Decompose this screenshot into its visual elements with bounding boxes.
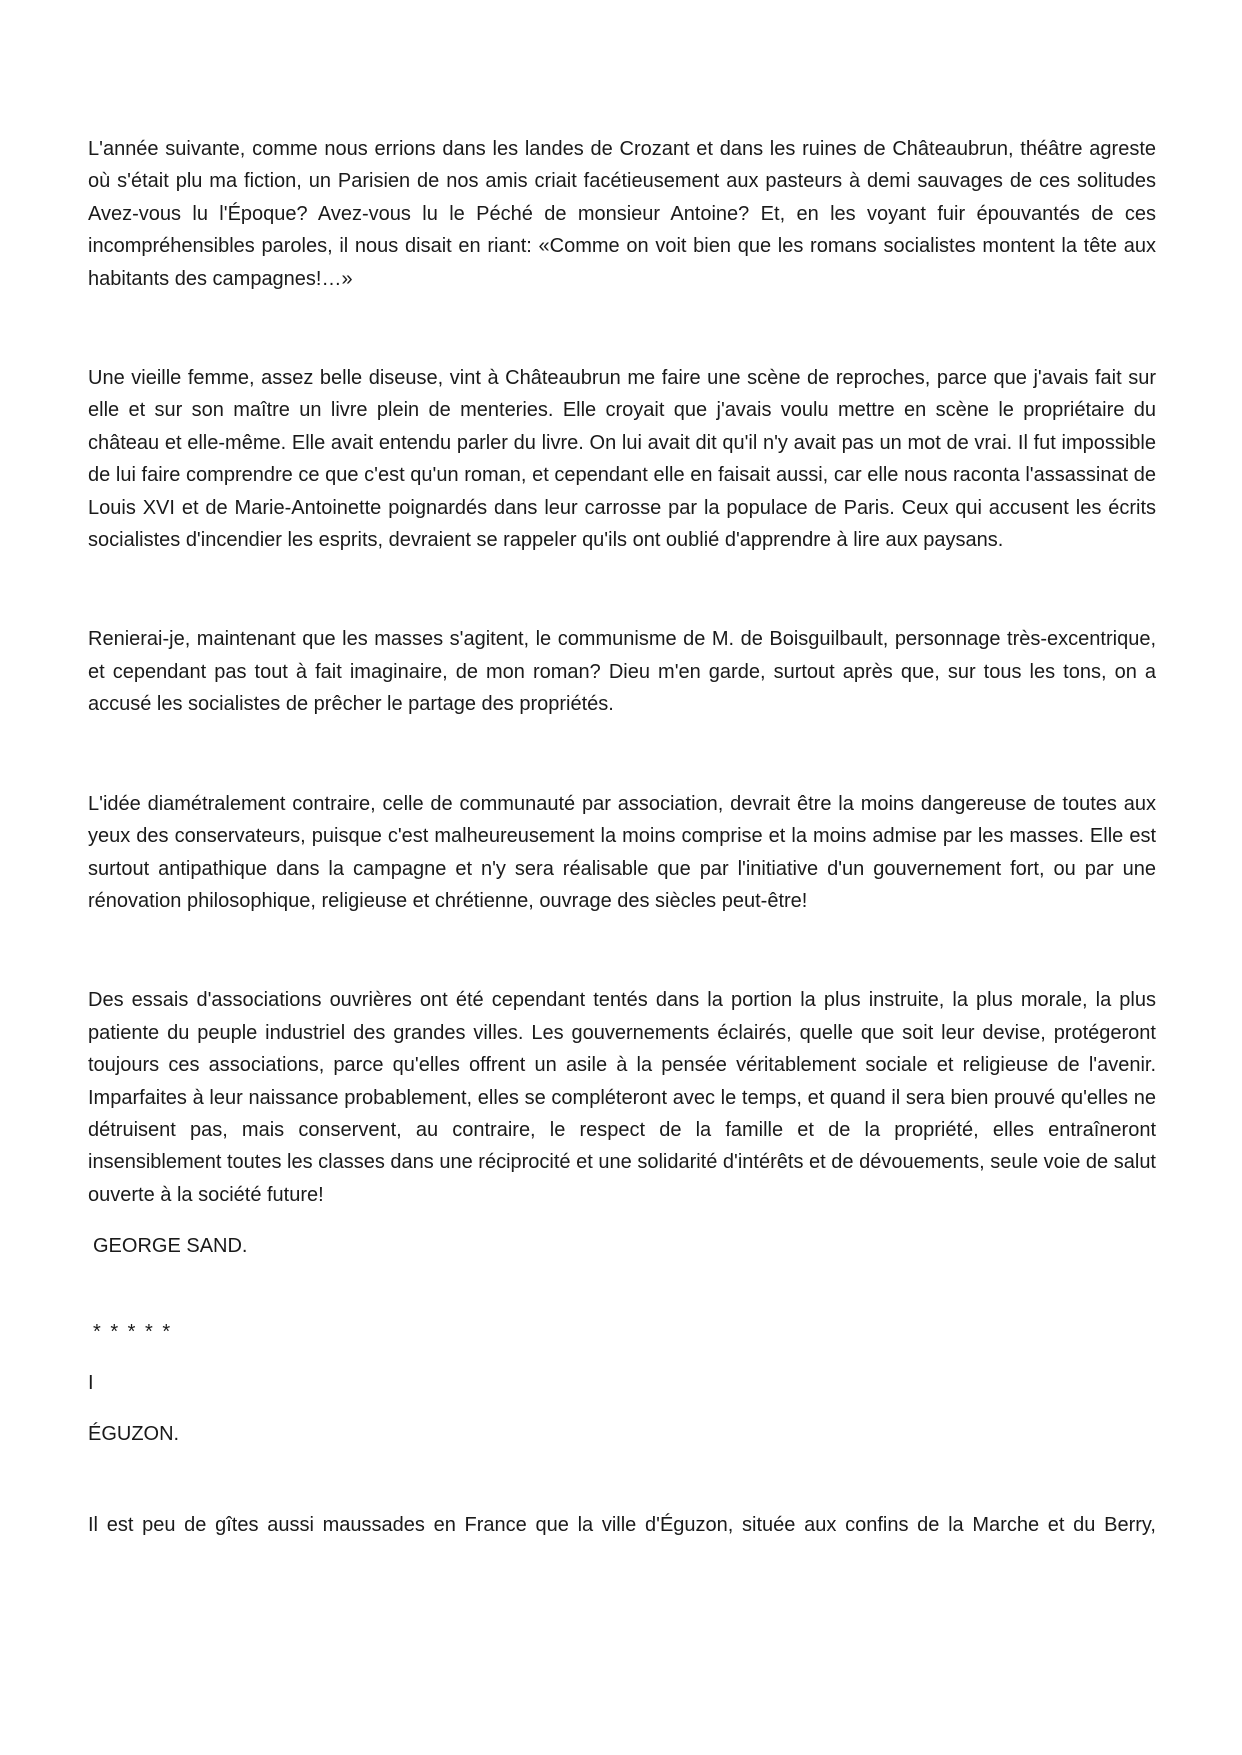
- paragraph-2: Une vieille femme, assez belle diseuse, vint à Châteaubrun me faire une scène de reproches, parce que j'avais fait sur elle et sur son maître un livre plein de menteries. Elle croyait que j'avais voulu mettre en scène le propriétaire du château et elle-même. Elle avait entendu parler du livre. On lui avait dit qu'il n'y avait pas un mot de vrai. Il fut impossible de lui faire comprendre ce que c'est qu'un roman, et cependant elle en faisait aussi, car elle nous raconta l'assassinat de Louis XVI et de Marie-Antoinette poignardés dans leur carrosse par la populace de Paris. Ceux qui accusent les écrits socialistes d'incendier les esprits, devraient se rappeler qu'ils ont oublié d'apprendre à lire aux paysans.: [88, 367, 1156, 552]
- paragraph-5: Des essais d'associations ouvrières ont été cependant tentés dans la portion la plus instruite, la plus morale, la plus patiente du peuple industriel des grandes villes. Les gouvernements éclairés, quelle que soit leur devise, protégeront toujours ces associations, parce qu'elles offrent un asile à la pensée véritablement sociale et religieuse de l'avenir. Imparfaites à leur naissance probablement, elles se compléteront avec le temps, et quand il sera bien prouvé qu'elles ne détruisent pas, mais conservent, au contraire, le respect de la famille et de la propriété, elles entraîneront insensiblement toutes les classes dans une réciprocité et une solidarité d'intérêts et de dévouements, seule voie de salut ouverte à la société future!: [88, 989, 1156, 1206]
- paragraph-3: Renierai-je, maintenant que les masses s'agitent, le communisme de M. de Boisguilbault, personnage très-excentrique, et cependant pas tout à fait imaginaire, de mon roman? Dieu m'en garde, surtout après que, sur tous les tons, on a accusé les socialistes de prêcher le partage des propriétés.: [88, 628, 1156, 716]
- chapter-number: I: [88, 1371, 94, 1394]
- paragraph-4: L'idée diamétralement contraire, celle de communauté par association, devrait être la moins dangereuse de toutes aux yeux des conservateurs, puisque c'est malheureusement la moins comprise et la moins admise par les masses. Elle est surtout antipathique dans la campagne et n'y sera réalisable que par l'initiative d'un gouvernement fort, ou par une rénovation philosophique, religieuse et chrétienne, ouvrage des siècles peut-être!: [88, 792, 1156, 912]
- signature: GEORGE SAND.: [93, 1235, 248, 1258]
- section-separator: * * * * *: [93, 1320, 173, 1343]
- chapter-first-line: Il est peu de gîtes aussi maussades en France que la ville d'Éguzon, située aux confins de la Marche et du Berry,: [88, 1513, 1156, 1536]
- text-column: [88, 133, 1156, 1541]
- paragraph-1: L'année suivante, comme nous errions dans les landes de Crozant et dans les ruines de Châteaubrun, théâtre agreste où s'était plu ma fiction, un Parisien de nos amis criait facétieusement aux pasteurs à demi sauvages de ces solitudes Avez-vous lu l'Époque? Avez-vous lu le Péché de monsieur Antoine? Et, en les voyant fuir épouvantés de ces incompréhensibles paroles, il nous disait en riant: «Comme on voit bien que les romans socialistes montent la tête aux habitants des campagnes!…»: [88, 138, 1156, 290]
- chapter-title: ÉGUZON.: [88, 1423, 180, 1446]
